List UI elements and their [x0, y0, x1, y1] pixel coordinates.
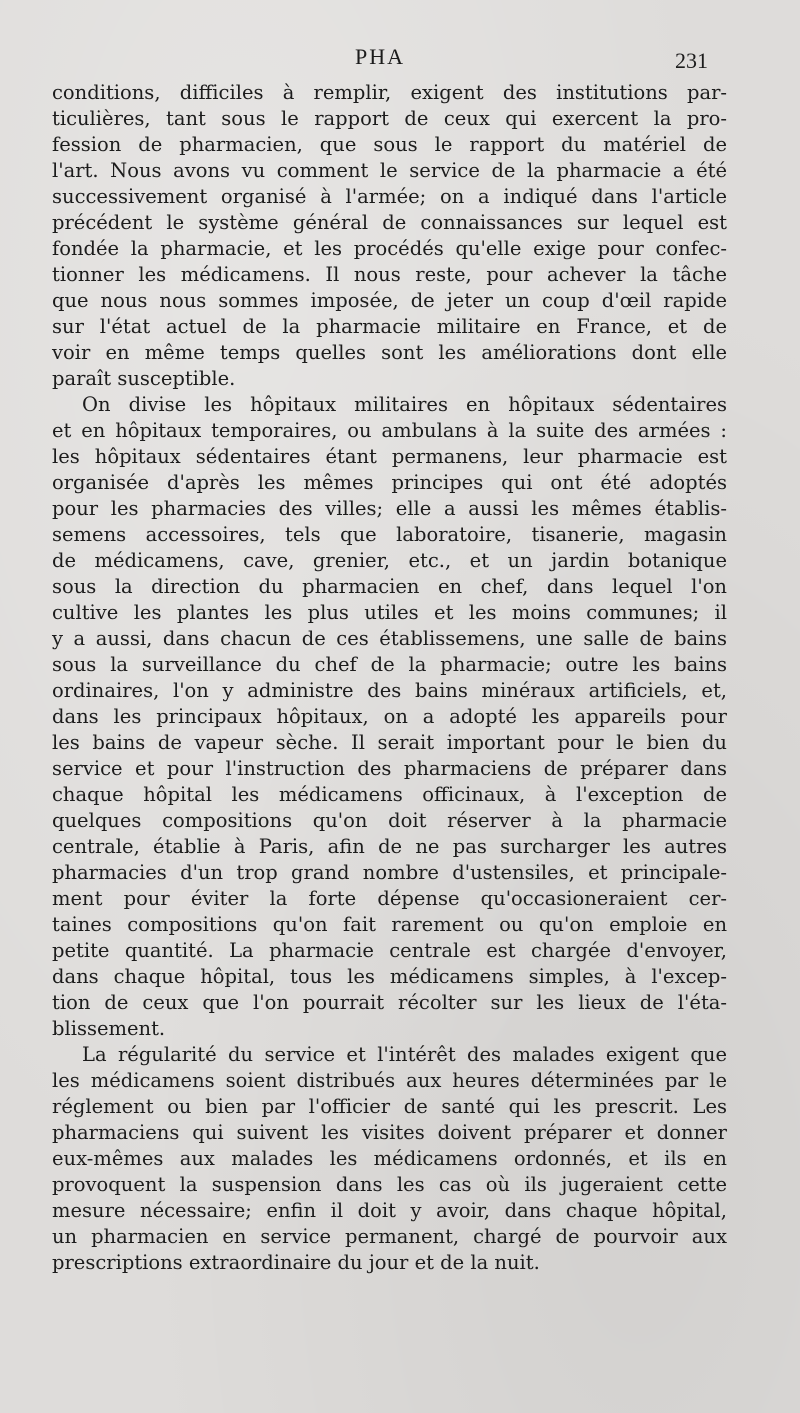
text-line: précédent le système général de connaissances sur lequel est	[52, 211, 727, 234]
text-line: tionner les médicamens. Il nous reste, pour achever la tâche	[52, 263, 727, 286]
running-head-title: PHA	[355, 44, 406, 69]
text-line: ticulières, tant sous le rapport de ceux qui exercent la pro-	[52, 107, 727, 130]
text-line: dans chaque hôpital, tous les médicamens simples, à l'excep-	[52, 965, 727, 988]
text-line: chaque hôpital les médicamens officinaux, à l'exception de	[52, 783, 727, 806]
text-line: réglement ou bien par l'officier de santé qui les prescrit. Les	[52, 1095, 727, 1118]
text-line: ment pour éviter la forte dépense qu'occasioneraient cer-	[52, 887, 727, 910]
text-line: organisée d'après les mêmes principes qui ont été adoptés	[52, 471, 727, 494]
text-line: voir en même temps quelles sont les améliorations dont elle	[52, 341, 727, 364]
text-line: y a aussi, dans chacun de ces établissemens, une salle de bains	[52, 627, 727, 650]
text-line: dans les principaux hôpitaux, on a adopté les appareils pour	[52, 705, 727, 728]
text-line: On divise les hôpitaux militaires en hôpitaux sédentaires	[82, 393, 727, 416]
page-number: 231	[675, 48, 708, 73]
text-line: provoquent la suspension dans les cas où ils jugeraient cette	[52, 1173, 727, 1196]
text-line: paraît susceptible.	[52, 367, 236, 390]
text-line: un pharmacien en service permanent, chargé de pourvoir aux	[52, 1225, 727, 1248]
text-line: prescriptions extraordinaire du jour et de la nuit.	[52, 1251, 540, 1274]
text-line: fondée la pharmacie, et les procédés qu'elle exige pour confec-	[52, 237, 727, 260]
text-line: de médicamens, cave, grenier, etc., et un jardin botanique	[52, 549, 727, 572]
text-line: successivement organisé à l'armée; on a indiqué dans l'article	[52, 185, 727, 208]
text-line: eux-mêmes aux malades les médicamens ordonnés, et ils en	[52, 1147, 727, 1170]
text-line: cultive les plantes les plus utiles et les moins communes; il	[52, 601, 727, 624]
text-line: l'art. Nous avons vu comment le service de la pharmacie a été	[52, 159, 727, 182]
body-text	[52, 80, 727, 1276]
running-head	[0, 44, 800, 74]
text-line: blissement.	[52, 1017, 166, 1040]
text-line: quelques compositions qu'on doit réserver à la pharmacie	[52, 809, 727, 832]
text-line: service et pour l'instruction des pharmaciens de préparer dans	[52, 757, 727, 780]
text-line: les bains de vapeur sèche. Il serait important pour le bien du	[52, 731, 727, 754]
text-line: sous la surveillance du chef de la pharmacie; outre les bains	[52, 653, 727, 676]
text-line: ordinaires, l'on y administre des bains minéraux artificiels, et,	[52, 679, 727, 702]
text-line: fession de pharmacien, que sous le rapport du matériel de	[52, 133, 727, 156]
text-line: petite quantité. La pharmacie centrale est chargée d'envoyer,	[52, 939, 727, 962]
text-line: centrale, établie à Paris, afin de ne pas surcharger les autres	[52, 835, 727, 858]
text-line: mesure nécessaire; enfin il doit y avoir, dans chaque hôpital,	[52, 1199, 727, 1222]
text-line: taines compositions qu'on fait rarement ou qu'on emploie en	[52, 913, 727, 936]
text-line: pharmaciens qui suivent les visites doivent préparer et donner	[52, 1121, 727, 1144]
text-line: sous la direction du pharmacien en chef, dans lequel l'on	[52, 575, 727, 598]
text-line: pharmacies d'un trop grand nombre d'ustensiles, et principale-	[52, 861, 727, 884]
text-line: les médicamens soient distribués aux heures déterminées par le	[52, 1069, 727, 1092]
text-line: semens accessoires, tels que laboratoire, tisanerie, magasin	[52, 523, 727, 546]
text-line: que nous nous sommes imposée, de jeter un coup d'œil rapide	[52, 289, 727, 312]
text-line: et en hôpitaux temporaires, ou ambulans à la suite des armées :	[52, 419, 727, 442]
text-line: pour les pharmacies des villes; elle a aussi les mêmes établis-	[52, 497, 727, 520]
text-line: conditions, difficiles à remplir, exigent des institutions par-	[52, 81, 727, 104]
text-line: tion de ceux que l'on pourrait récolter sur les lieux de l'éta-	[52, 991, 727, 1014]
text-line: sur l'état actuel de la pharmacie militaire en France, et de	[52, 315, 727, 338]
text-line: La régularité du service et l'intérêt des malades exigent que	[82, 1043, 727, 1066]
text-line: les hôpitaux sédentaires étant permanens, leur pharmacie est	[52, 445, 727, 468]
